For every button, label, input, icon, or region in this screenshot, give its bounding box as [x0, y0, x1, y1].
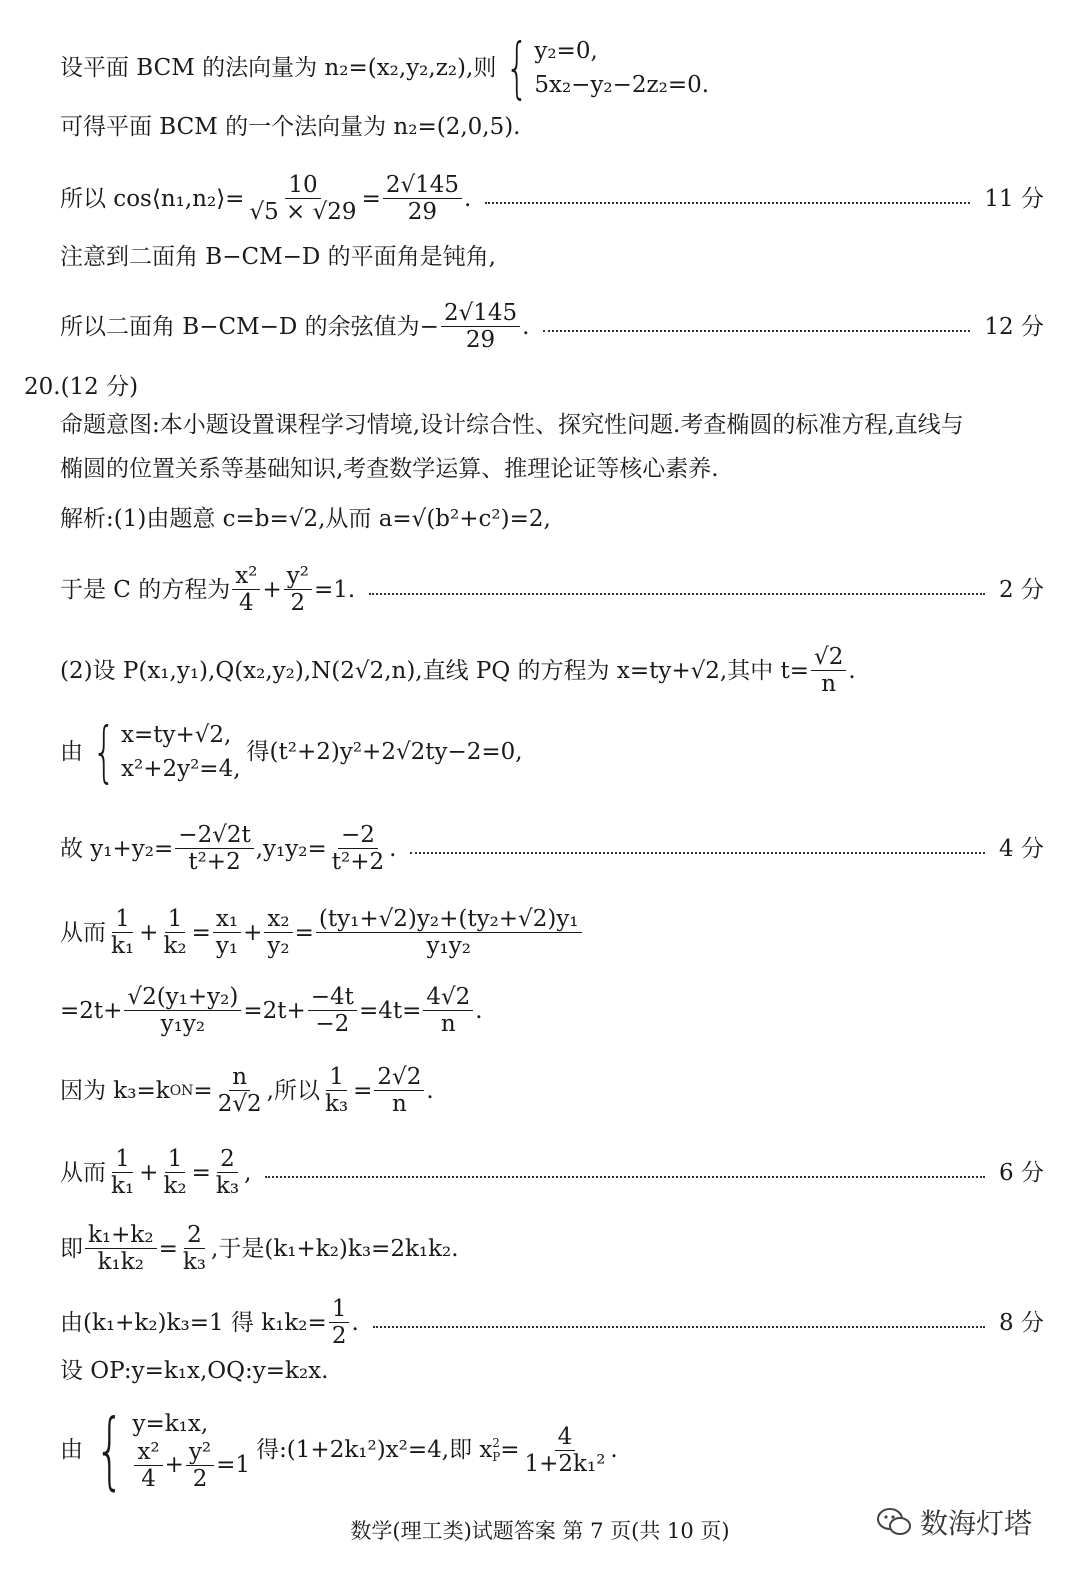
- text: =2t+: [60, 997, 123, 1024]
- page-footer: 数学(理工类)试题答案 第 7 页(共 10 页): [350, 1519, 730, 1543]
- wechat-icon: [876, 1507, 912, 1537]
- denominator: 2√2: [217, 1091, 262, 1117]
- line-reciprocal-result: [60, 1146, 1044, 1199]
- numerator: 1: [165, 1146, 186, 1173]
- denominator: k₂: [163, 933, 187, 959]
- text: =: [353, 1077, 373, 1104]
- numerator: √2(y₁+y₂): [124, 984, 241, 1011]
- numerator: 1: [112, 906, 133, 933]
- subscript: P: [492, 1450, 501, 1464]
- fraction: [186, 1439, 214, 1492]
- brace-icon: {: [505, 29, 529, 106]
- line-simplification: [60, 984, 1044, 1037]
- text: 从而: [60, 1159, 106, 1186]
- denominator: k₃: [215, 1173, 240, 1199]
- denominator: 4: [239, 590, 254, 616]
- line-ellipse-equation: [60, 563, 1044, 616]
- text: 由: [60, 1437, 83, 1463]
- denominator: n: [440, 1011, 456, 1037]
- line-normal-vector-result: [60, 112, 1044, 142]
- numerator: 2: [184, 1222, 205, 1249]
- denominator: k₁: [111, 1173, 135, 1199]
- text: (2)设 P(x₁,y₁),Q(x₂,y₂),N(2√2,n),直线 PQ 的方程为 x=ty+√2,其中 t=: [60, 657, 810, 684]
- text: .: [464, 185, 472, 212]
- numerator: k₁+k₂: [85, 1222, 157, 1249]
- text: 设平面 BCM 的法向量为 n₂=(x₂,y₂,z₂),则: [60, 55, 497, 81]
- text: 得:(1+2k₁²)x²=4,即 x: [256, 1437, 493, 1463]
- denominator: −2: [315, 1011, 350, 1037]
- numerator: 4: [555, 1424, 576, 1451]
- numerator: −2: [338, 822, 378, 849]
- denominator: 4: [141, 1465, 156, 1492]
- equation-system: [83, 713, 241, 790]
- fraction: [213, 1146, 242, 1199]
- question-heading: 20.(12 分): [24, 374, 139, 400]
- dot-leader: [265, 1176, 985, 1178]
- equation-row: x²+2y²=4,: [121, 756, 241, 782]
- text: ,所以: [266, 1077, 320, 1104]
- numerator: 4√2: [423, 984, 473, 1011]
- line-part2-setup: [60, 644, 1044, 697]
- line-system-substitution: [60, 713, 1044, 790]
- numerator: x²: [232, 563, 260, 590]
- denominator: y₂: [267, 933, 290, 959]
- line-intent-1: [60, 410, 1044, 440]
- text: +: [262, 576, 282, 603]
- denominator: y₁: [215, 933, 239, 959]
- line-cosine-answer: [60, 300, 1044, 353]
- equation-row: y=k₁x,: [132, 1410, 209, 1437]
- fraction: [213, 906, 241, 959]
- dot-leader: [485, 202, 970, 204]
- line-k1k2: [60, 1296, 1044, 1349]
- dot-leader: [369, 593, 985, 595]
- line-cosine: [60, 172, 1044, 225]
- line-vieta: [60, 822, 1044, 875]
- text: ,y₁y₂=: [255, 835, 327, 862]
- numerator: y²: [284, 563, 312, 590]
- dot-leader: [410, 852, 985, 854]
- denominator: n: [391, 1091, 407, 1117]
- fraction: [246, 172, 359, 225]
- fraction: [175, 822, 253, 875]
- score: 11 分: [984, 185, 1044, 212]
- numerator: 1: [165, 906, 186, 933]
- text: =: [191, 1159, 211, 1186]
- text: 因为 k₃=k: [60, 1077, 170, 1104]
- numerator: n: [229, 1064, 250, 1091]
- fraction: [316, 906, 582, 959]
- text: ,: [244, 1159, 252, 1186]
- fraction: [522, 1424, 609, 1477]
- watermark-text: 数海灯塔: [920, 1507, 1033, 1540]
- numerator: −2√2t: [175, 822, 253, 849]
- text: .: [351, 1309, 359, 1336]
- text: =: [361, 185, 381, 212]
- brace-icon: {: [92, 713, 116, 790]
- text: ,于是(k₁+k₂)k₃=2k₁k₂.: [211, 1235, 459, 1262]
- superscript: 2: [492, 1436, 500, 1450]
- denominator: 29: [407, 199, 438, 225]
- numerator: 2√2: [374, 1064, 424, 1091]
- text: 椭圆的位置关系等基础知识,考查数学运算、推理论证等核心素养.: [60, 456, 719, 482]
- denominator: t²+2: [188, 849, 241, 875]
- text: =: [158, 1235, 178, 1262]
- text: 可得平面 BCM 的一个法向量为 n₂=(2,0,5).: [60, 114, 521, 140]
- numerator: (ty₁+√2)y₂+(ty₂+√2)y₁: [316, 906, 582, 933]
- fraction: [322, 1064, 351, 1117]
- numerator: 10: [285, 172, 320, 199]
- line-slope-k3: [60, 1064, 1044, 1117]
- fraction: [108, 906, 137, 959]
- line-obtuse-note: [60, 242, 1044, 272]
- text: .: [426, 1077, 434, 1104]
- denominator: 2: [192, 1465, 208, 1492]
- denominator: k₂: [163, 1173, 187, 1199]
- line-intent-2: [60, 454, 1044, 484]
- text: =: [191, 919, 211, 946]
- text: 于是 C 的方程为: [60, 576, 231, 603]
- denominator: 1+2k₁²: [524, 1450, 606, 1477]
- numerator: 2√145: [441, 300, 520, 327]
- text: 故 y₁+y₂=: [60, 835, 174, 862]
- fraction: [423, 984, 473, 1037]
- text: .: [522, 313, 530, 340]
- numerator: 2√145: [383, 172, 462, 199]
- numerator: √2: [811, 644, 846, 671]
- denominator: k₃: [182, 1249, 207, 1275]
- denominator: k₁k₂: [97, 1249, 144, 1275]
- text: =2t+: [243, 997, 306, 1024]
- numerator: x₂: [264, 906, 292, 933]
- denominator: √5 × √29: [249, 199, 357, 225]
- numerator: 1: [326, 1064, 347, 1091]
- fraction: [811, 644, 846, 697]
- score: 12 分: [984, 313, 1044, 340]
- equation-row: y₂=0,: [534, 38, 598, 64]
- text: 注意到二面角 B−CM−D 的平面角是钝角,: [60, 244, 496, 270]
- denominator: t²+2: [331, 849, 385, 875]
- equation-row: [132, 1439, 250, 1492]
- text: 从而: [60, 919, 106, 946]
- denominator: n: [821, 671, 837, 697]
- text: 由: [60, 739, 83, 765]
- equation-system: [496, 29, 710, 106]
- fraction: [85, 1222, 157, 1275]
- denominator: k₃: [324, 1091, 349, 1117]
- text: .: [848, 657, 856, 684]
- fraction: [374, 1064, 424, 1117]
- line-reciprocal-sum: [60, 906, 1044, 959]
- text: 解析:(1)由题意 c=b=√2,从而 a=√(b²+c²)=2,: [60, 506, 551, 532]
- text: =: [500, 1437, 520, 1463]
- text: 命题意图:本小题设置课程学习情境,设计综合性、探究性问题.考查椭圆的标准方程,直线与: [60, 412, 964, 438]
- dot-leader: [373, 1326, 985, 1328]
- numerator: y²: [186, 1439, 214, 1466]
- text: +: [243, 919, 263, 946]
- score: 4 分: [999, 835, 1044, 862]
- denominator: y₁y₂: [160, 1011, 206, 1037]
- equation-row: x=ty+√2,: [121, 722, 232, 748]
- line-normal-vector-setup: [60, 29, 1044, 106]
- numerator: 1: [329, 1296, 350, 1323]
- score: 6 分: [999, 1159, 1044, 1186]
- text: +: [139, 1159, 159, 1186]
- fraction: [134, 1439, 162, 1492]
- denominator: 2: [331, 1323, 347, 1349]
- text: 得(t²+2)y²+2√2ty−2=0,: [246, 739, 523, 765]
- line-product-relation: [60, 1222, 1044, 1275]
- numerator: 1: [112, 1146, 133, 1173]
- fraction: [232, 563, 260, 616]
- numerator: x²: [134, 1439, 162, 1466]
- text: =4t=: [358, 997, 422, 1024]
- denominator: k₁: [111, 933, 135, 959]
- fraction: [308, 984, 357, 1037]
- text: 所以二面角 B−CM−D 的余弦值为−: [60, 313, 439, 340]
- fraction: [124, 984, 241, 1037]
- text: =1.: [313, 576, 356, 603]
- text: =1: [216, 1452, 251, 1478]
- denominator: y₁y₂: [426, 933, 471, 959]
- fraction: [180, 1222, 209, 1275]
- numerator: 2: [217, 1146, 238, 1173]
- fraction: [160, 906, 189, 959]
- fraction: [329, 1296, 350, 1349]
- text: 即: [60, 1235, 83, 1262]
- text: 所以 cos⟨n₁,n₂⟩=: [60, 185, 245, 212]
- equation-system: [83, 1401, 251, 1499]
- subscript: ON: [169, 1082, 194, 1099]
- numerator: x₁: [213, 906, 241, 933]
- fraction: [383, 172, 462, 225]
- text: 设 OP:y=k₁x,OQ:y=k₂x.: [60, 1358, 329, 1384]
- text: .: [389, 835, 397, 862]
- brace-icon: {: [95, 1401, 125, 1499]
- line-lines-op-oq: [60, 1356, 1044, 1386]
- text: .: [610, 1437, 618, 1463]
- fraction: [329, 822, 387, 875]
- watermark: [876, 1502, 1032, 1542]
- fraction: [284, 563, 312, 616]
- denominator: 2: [290, 590, 306, 616]
- text: =: [193, 1077, 213, 1104]
- line-solution-1: [60, 504, 1044, 534]
- text: =: [294, 919, 314, 946]
- text: .: [475, 997, 483, 1024]
- line-xp-squared: [60, 1401, 1044, 1499]
- fraction: [215, 1064, 265, 1117]
- text: 由(k₁+k₂)k₃=1 得 k₁k₂=: [60, 1309, 327, 1336]
- score: 2 分: [999, 576, 1044, 603]
- fraction: [264, 906, 292, 959]
- fraction: [160, 1146, 189, 1199]
- text: +: [164, 1452, 184, 1478]
- text: +: [139, 919, 159, 946]
- dot-leader: [543, 330, 970, 332]
- denominator: 29: [465, 327, 496, 353]
- fraction: [108, 1146, 137, 1199]
- fraction: [441, 300, 520, 353]
- equation-row: 5x₂−y₂−2z₂=0.: [534, 72, 710, 98]
- numerator: −4t: [308, 984, 357, 1011]
- score: 8 分: [999, 1309, 1044, 1336]
